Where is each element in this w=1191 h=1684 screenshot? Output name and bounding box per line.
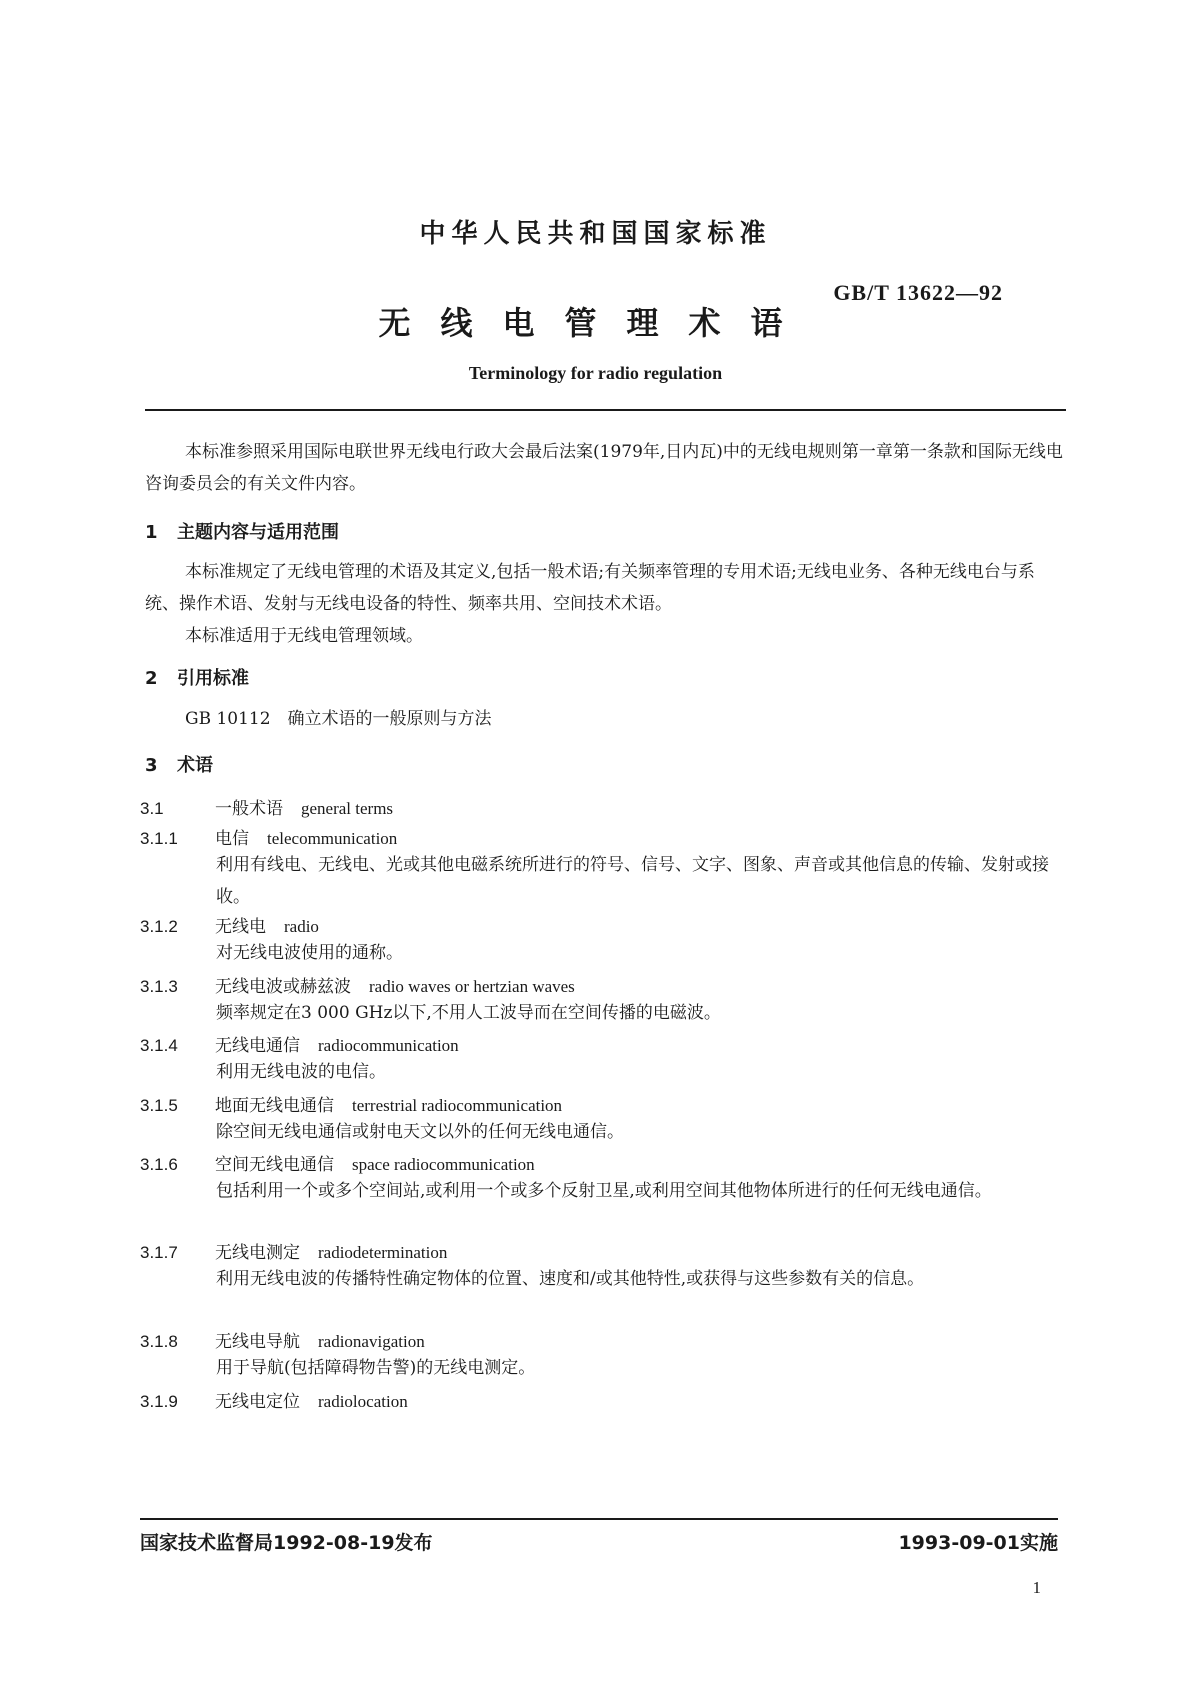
term-entry xyxy=(140,1238,447,1263)
term-en: telecommunication xyxy=(267,829,398,848)
term-en: radiocommunication xyxy=(318,1036,459,1055)
term-en: radiolocation xyxy=(318,1392,408,1411)
intro-paragraph: 本标准参照采用国际电联世界无线电行政大会最后法案(1979年,日内瓦)中的无线电规则第一章第一条款和国际无线电咨询委员会的有关文件内容。 xyxy=(145,442,1063,494)
term-definition: 利用无线电波的传播特性确定物体的位置、速度和/或其他特性,或获得与这些参数有关的信息。 xyxy=(216,1269,925,1289)
term-entry xyxy=(140,972,575,997)
section-paragraph: GB 10112 确立术语的一般原则与方法 xyxy=(185,709,492,729)
term-number: 3.1.8 xyxy=(140,1332,178,1351)
term-cn: 一般术语 xyxy=(215,799,283,819)
term-number: 3.1.7 xyxy=(140,1243,178,1262)
term-cn: 无线电 xyxy=(215,917,266,937)
term-definition: 除空间无线电通信或射电天文以外的任何无线电通信。 xyxy=(216,1122,624,1142)
term-cn: 地面无线电通信 xyxy=(215,1096,334,1116)
term-definition: 用于导航(包括障碍物告警)的无线电测定。 xyxy=(216,1358,536,1378)
section-title: 主题内容与适用范围 xyxy=(177,522,339,543)
term-definition: 包括利用一个或多个空间站,或利用一个或多个反射卫星,或利用空间其他物体所进行的任何无线电通信。 xyxy=(216,1181,992,1201)
term-number: 3.1.3 xyxy=(140,977,178,996)
term-number: 3.1.9 xyxy=(140,1392,178,1411)
term-en: radio waves or hertzian waves xyxy=(369,977,575,996)
section-paragraph: 本标准适用于无线电管理领域。 xyxy=(185,626,423,646)
term-definition: 利用无线电波的电信。 xyxy=(216,1062,386,1082)
term-entry xyxy=(140,1150,535,1175)
term-number: 3.1.2 xyxy=(140,917,178,936)
term-entry xyxy=(140,1031,459,1056)
term-en: radionavigation xyxy=(318,1332,425,1351)
term-cn: 无线电导航 xyxy=(215,1332,300,1352)
section-number: 1 xyxy=(145,522,158,543)
standard-body: 中华人民共和国国家标准 xyxy=(419,219,772,249)
term-en: radiodetermination xyxy=(318,1243,448,1262)
section-heading xyxy=(145,751,213,777)
header-divider xyxy=(145,409,1066,411)
page-title-en: Terminology for radio regulation xyxy=(468,363,723,383)
issue-date: 国家技术监督局1992-08-19发布 xyxy=(140,1532,433,1554)
term-cn: 电信 xyxy=(215,829,249,849)
term-en: radio xyxy=(284,917,319,936)
term-entry xyxy=(140,912,319,937)
term-number: 3.1.4 xyxy=(140,1036,178,1055)
term-definition: 频率规定在3 000 GHz以下,不用人工波导而在空间传播的电磁波。 xyxy=(216,1003,721,1023)
term-definition: 对无线电波使用的通称。 xyxy=(216,943,403,963)
term-cn: 无线电测定 xyxy=(215,1243,300,1263)
section-heading xyxy=(145,664,249,690)
page-number: 1 xyxy=(1032,1578,1041,1597)
term-definition: 利用有线电、无线电、光或其他电磁系统所进行的符号、信号、文字、图象、声音或其他信息的传输、发射或接收。 xyxy=(216,855,1049,907)
term-cn: 空间无线电通信 xyxy=(215,1155,334,1175)
term-entry xyxy=(140,1387,408,1412)
term-entry xyxy=(140,1327,425,1352)
term-number: 3.1.6 xyxy=(140,1155,178,1174)
effective-date: 1993-09-01实施 xyxy=(898,1532,1058,1554)
term-en: space radiocommunication xyxy=(352,1155,535,1174)
standard-code: GB/T 13622—92 xyxy=(833,280,1003,305)
term-en: terrestrial radiocommunication xyxy=(352,1096,563,1115)
term-cn: 无线电通信 xyxy=(215,1036,300,1056)
section-title: 术语 xyxy=(177,755,213,776)
term-number: 3.1.1 xyxy=(140,829,178,848)
term-en: general terms xyxy=(301,799,394,818)
term-cn: 无线电定位 xyxy=(215,1392,300,1412)
section-heading xyxy=(145,518,339,544)
footer-divider xyxy=(140,1518,1058,1520)
term-entry xyxy=(140,1091,562,1116)
term-entry xyxy=(140,794,393,819)
page-title: 无线电管理术语 xyxy=(378,304,813,342)
term-entry xyxy=(140,824,397,849)
section-title: 引用标准 xyxy=(177,668,249,689)
section-paragraph: 本标准规定了无线电管理的术语及其定义,包括一般术语;有关频率管理的专用术语;无线电业务、各种无线电台与系统、操作术语、发射与无线电设备的特性、频率共用、空间技术术语。 xyxy=(145,562,1035,614)
term-number: 3.1.5 xyxy=(140,1096,178,1115)
section-number: 3 xyxy=(145,755,158,776)
section-number: 2 xyxy=(145,668,158,689)
term-number: 3.1 xyxy=(140,799,164,818)
term-cn: 无线电波或赫兹波 xyxy=(215,977,351,997)
